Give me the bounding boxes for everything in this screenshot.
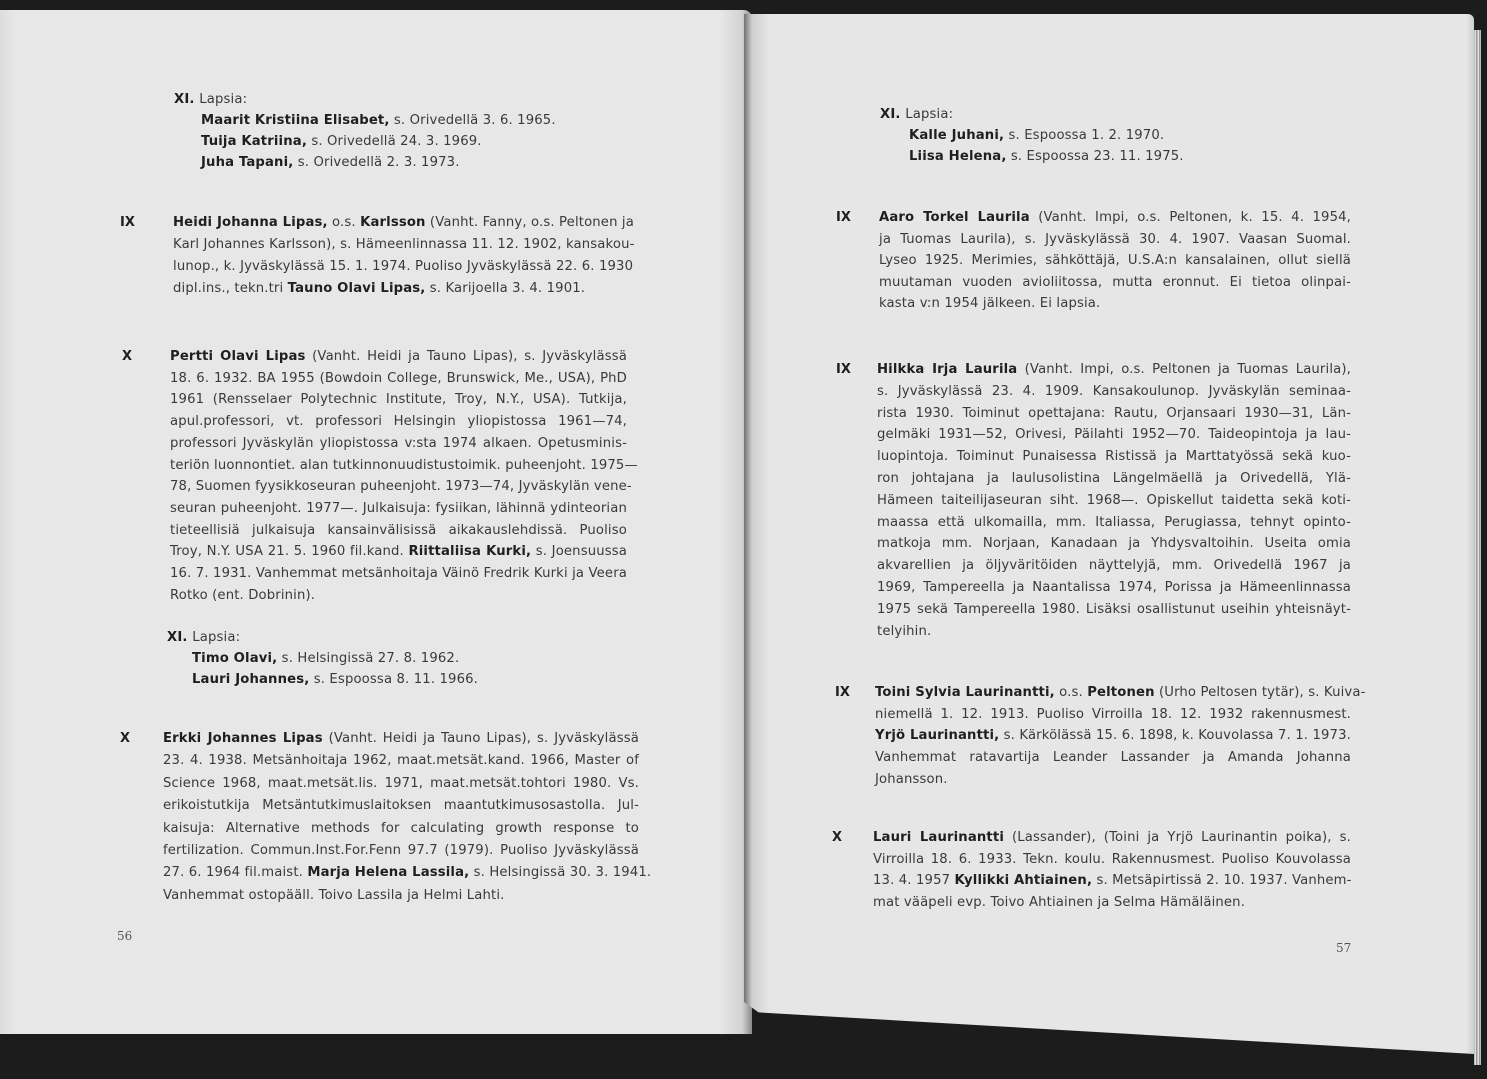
- entry-hilkka-line: [877, 362, 1351, 378]
- person-name: Pertti Olavi Lipas: [170, 349, 306, 364]
- entry-erkki-generation: X: [120, 731, 131, 746]
- entry-heidi-line: [173, 215, 634, 231]
- text-segment: s. Karijoella 3. 4. 1901.: [425, 281, 586, 296]
- text-segment: dipl.ins., tekn.tri: [173, 281, 288, 296]
- entry-erkki-line: Science 1968, maat.metsät.lis. 1971, maat.metsät.tohtori 1980. Vs.: [163, 775, 639, 791]
- entry-aaro-line: muutaman vuoden avioliitossa, mutta eronnut. Ei tietoa olinpai-: [879, 274, 1351, 290]
- text-segment: o.s.: [1054, 685, 1088, 700]
- child-entry: [192, 651, 459, 667]
- entry-erkki-line: fertilization. Commun.Inst.For.Fenn 97.7 (1979). Puoliso Jyväskylässä: [163, 843, 639, 858]
- entry-erkki-line: Vanhemmat ostopääll. Toivo Lassila ja Helmi Lahti.: [163, 887, 505, 903]
- child-name: Juha Tapani,: [201, 155, 294, 170]
- entry-hilkka-generation: IX: [836, 362, 851, 377]
- generation-marker: XI.: [880, 107, 906, 122]
- entry-pertti-line: [170, 544, 627, 560]
- children-label: Lapsia:: [192, 630, 241, 645]
- child-entry: [201, 155, 460, 171]
- child-entry: [201, 113, 556, 129]
- entry-pertti-line: 78, Suomen fyysikkoseuran puheenjoht. 1973—74, Jyväskylän vene-: [170, 479, 632, 495]
- entry-toini-line: [875, 685, 1366, 701]
- person-name: Kyllikki Ahtiainen,: [954, 873, 1093, 889]
- person-name: Hilkka Irja Laurila: [877, 362, 1018, 377]
- children-label: Lapsia:: [905, 107, 954, 122]
- entry-hilkka-line: ron johtajana ja laulusolistina Längelmäellä ja Orivedellä, Ylä-: [877, 471, 1351, 486]
- entry-toini-generation: IX: [835, 685, 850, 700]
- entry-toini-line: niemellä 1. 12. 1913. Puoliso Virroilla 18. 12. 1932 rakennusmest.: [875, 706, 1351, 722]
- entry-aaro-line: [879, 210, 1351, 226]
- entry-pertti-line: teriön luonnontiet. alan tutkinnonuudistustoimik. puheenjoht. 1975—: [170, 457, 638, 473]
- generation-marker: XI.: [167, 630, 193, 645]
- children-maarit-heading: [174, 92, 247, 108]
- entry-erkki-line: erikoistutkija Metsäntutkimuslaitoksen maantutkimusosastolla. Jul-: [163, 798, 639, 814]
- entry-hilkka-line: 1969, Tampereella ja Naantalissa 1974, Porissa ja Hämeenlinnassa: [877, 580, 1351, 595]
- child-name: Lauri Johannes,: [192, 672, 310, 687]
- entry-erkki-line: [163, 731, 639, 747]
- entry-hilkka-line: akvarellien ja öljyväritöiden näyttelyjä, mm. Orivedellä 1967 ja: [877, 558, 1351, 574]
- entry-aaro-generation: IX: [836, 210, 851, 225]
- text-segment: (Vanht. Heidi ja Tauno Lipas), s. Jyväskylässä: [322, 731, 639, 746]
- text-segment: (Lassander), (Toini ja Yrjö Laurinantin poika), s.: [1004, 830, 1351, 845]
- person-name: Yrjö Laurinantti,: [875, 728, 1000, 744]
- text-segment: 13. 4. 1957: [873, 873, 955, 889]
- entry-aaro-line: Lyseo 1925. Merimies, sähköttäjä, U.S.A:n kansalainen, ollut siellä: [879, 253, 1351, 268]
- person-name: Riittaliisa Kurki,: [408, 544, 532, 560]
- entry-hilkka-line: 1975 sekä Tampereella 1980. Lisäksi osallistunut useihin yhteisnäyt-: [877, 601, 1351, 617]
- entry-pertti-line: seuran puheenjoht. 1977—. Julkaisuja: fysiikan, lähinnä ydinteorian: [170, 500, 627, 516]
- entry-pertti-line: apul.professori, vt. professori Helsingin yliopistossa 1961—74,: [170, 414, 627, 430]
- child-details: s. Orivedellä 24. 3. 1969.: [306, 134, 482, 149]
- child-details: s. Espoossa 1. 2. 1970.: [1004, 128, 1165, 143]
- person-name: Karlsson: [360, 215, 426, 230]
- child-name: Kalle Juhani,: [909, 128, 1005, 143]
- person-name: Erkki Johannes Lipas: [163, 731, 323, 746]
- child-name: Liisa Helena,: [909, 149, 1007, 164]
- children-timo-heading: [167, 630, 240, 646]
- child-entry: [909, 128, 1164, 144]
- text-segment: (Vanht. Impi, o.s. Peltonen ja Tuomas Laurila),: [1017, 362, 1352, 377]
- entry-pertti-line: 18. 6. 1932. BA 1955 (Bowdoin College, Brunswick, Me., USA), PhD: [170, 370, 627, 386]
- person-name: Aaro Torkel Laurila: [879, 210, 1030, 225]
- child-name: Timo Olavi,: [192, 651, 278, 666]
- entry-lauri-line: [873, 873, 1351, 889]
- entry-pertti-line: tieteellisiä julkaisuja kansainvälisissä aikakauslehdissä. Puoliso: [170, 522, 627, 538]
- generation-marker: XI.: [174, 92, 200, 107]
- entry-aaro-line: ja Tuomas Laurila), s. Jyväskylässä 30. 4. 1907. Vaasan Suomal.: [879, 231, 1351, 247]
- person-name: Heidi Johanna Lipas,: [173, 215, 328, 230]
- text-segment: s. Metsäpirtissä 2. 10. 1937. Vanhem-: [1092, 873, 1352, 889]
- entry-heidi-generation: IX: [120, 215, 135, 230]
- text-segment: s. Kärkölässä 15. 6. 1898, k. Kouvolassa 7. 1. 1973.: [999, 728, 1351, 744]
- entry-pertti-line: Rotko (ent. Dobrinin).: [170, 587, 316, 603]
- entry-lauri-generation: X: [832, 830, 843, 845]
- text-segment: (Urho Peltosen tytär), s. Kuiva-: [1154, 685, 1366, 700]
- child-name: Tuija Katriina,: [201, 134, 307, 149]
- entry-erkki-line: kaisuja: Alternative methods for calculating growth response to: [163, 820, 639, 836]
- child-details: s. Helsingissä 27. 8. 1962.: [277, 651, 460, 666]
- entry-toini-line: [875, 728, 1351, 744]
- entry-hilkka-line: luopintoja. Toiminut Punaisessa Ristissä ja Marttatyössä sekä kuo-: [877, 449, 1351, 465]
- entry-erkki-line: [163, 865, 652, 881]
- entry-heidi-line: [173, 281, 585, 297]
- entry-aaro-line: kasta v:n 1954 jälkeen. Ei lapsia.: [879, 296, 1101, 311]
- entry-heidi-line: lunop., k. Jyväskylässä 15. 1. 1974. Puoliso Jyväskylässä 22. 6. 1930: [173, 259, 634, 274]
- entry-hilkka-line: rista 1930. Toiminut opettajana: Rautu, Orjansaari 1930—31, Län-: [877, 405, 1351, 421]
- child-details: s. Espoossa 8. 11. 1966.: [309, 672, 479, 687]
- person-name: Lauri Laurinantti: [873, 830, 1005, 845]
- child-details: s. Orivedellä 2. 3. 1973.: [293, 155, 460, 170]
- entry-pertti-line: [170, 349, 627, 365]
- entry-heidi-line: Karl Johannes Karlsson), s. Hämeenlinnassa 11. 12. 1902, kansakou-: [173, 237, 635, 252]
- text-segment: Troy, N.Y. USA 21. 5. 1960 fil.kand.: [170, 544, 409, 560]
- child-entry: [201, 134, 482, 150]
- entry-pertti-generation: X: [122, 349, 133, 364]
- page-number-left: 56: [117, 929, 133, 943]
- person-name: Tauno Olavi Lipas,: [287, 281, 426, 296]
- text-segment: 27. 6. 1964 fil.maist.: [163, 865, 308, 881]
- entry-lauri-line: [873, 830, 1351, 846]
- entry-hilkka-line: matkoja mm. Norjaan, Kanadaan ja Yhdysvaltoihin. Useita omia: [877, 536, 1351, 552]
- text-segment: s. Helsingissä 30. 3. 1941.: [469, 865, 652, 881]
- entry-hilkka-line: maassa että ulkomailla, mm. Italiassa, Perugiassa, tehnyt opinto-: [877, 514, 1351, 530]
- page-number-right: 57: [1336, 941, 1352, 955]
- children-kalle-heading: [880, 107, 953, 123]
- entry-pertti-line: 16. 7. 1931. Vanhemmat metsänhoitaja Väinö Fredrik Kurki ja Veera: [170, 566, 627, 581]
- text-segment: (Vanht. Heidi ja Tauno Lipas), s. Jyväskylässä: [305, 349, 627, 364]
- person-name: Toini Sylvia Laurinantti,: [875, 685, 1055, 700]
- entry-erkki-line: 23. 4. 1938. Metsänhoitaja 1962, maat.metsät.kand. 1966, Master of: [163, 753, 639, 769]
- entry-hilkka-line: Hämeen taiteilijaseuran siht. 1968—. Opiskellut taidetta sekä koti-: [877, 492, 1351, 508]
- children-label: Lapsia:: [199, 92, 248, 107]
- child-details: s. Espoossa 23. 11. 1975.: [1006, 149, 1184, 164]
- page-edges: [1474, 30, 1481, 1065]
- person-name: Peltonen: [1087, 685, 1155, 700]
- entry-lauri-line: mat vääpeli evp. Toivo Ahtiainen ja Selma Hämäläinen.: [873, 895, 1246, 911]
- text-segment: (Vanht. Fanny, o.s. Peltonen ja: [425, 215, 634, 230]
- child-entry: [909, 149, 1184, 165]
- text-segment: (Vanht. Impi, o.s. Peltonen, k. 15. 4. 1954,: [1029, 210, 1351, 225]
- child-details: s. Orivedellä 3. 6. 1965.: [389, 113, 556, 128]
- entry-toini-line: Johansson.: [875, 771, 948, 787]
- entry-lauri-line: Virroilla 18. 6. 1933. Tekn. koulu. Rakennusmest. Puoliso Kouvolassa: [873, 851, 1351, 867]
- text-segment: s. Joensuussa: [531, 544, 628, 560]
- entry-hilkka-line: gelmäki 1931—52, Orivesi, Päilahti 1952—70. Taideopintoja ja lau-: [877, 427, 1351, 443]
- text-segment: o.s.: [327, 215, 361, 230]
- child-entry: [192, 672, 478, 688]
- child-name: Maarit Kristiina Elisabet,: [201, 113, 390, 128]
- entry-hilkka-line: s. Jyväskylässä 23. 4. 1909. Kansakoulunop. Jyväskylän seminaa-: [877, 383, 1351, 399]
- entry-pertti-line: 1961 (Rensselaer Polytechnic Institute, Troy, N.Y., USA). Tutkija,: [170, 392, 627, 408]
- person-name: Marja Helena Lassila,: [307, 865, 470, 881]
- entry-pertti-line: professori Jyväskylän yliopistossa v:sta 1974 alkaen. Opetusminis-: [170, 435, 627, 451]
- entry-toini-line: Vanhemmat ratavartija Leander Lassander ja Amanda Johanna: [875, 750, 1351, 766]
- entry-hilkka-line: telyihin.: [877, 623, 932, 639]
